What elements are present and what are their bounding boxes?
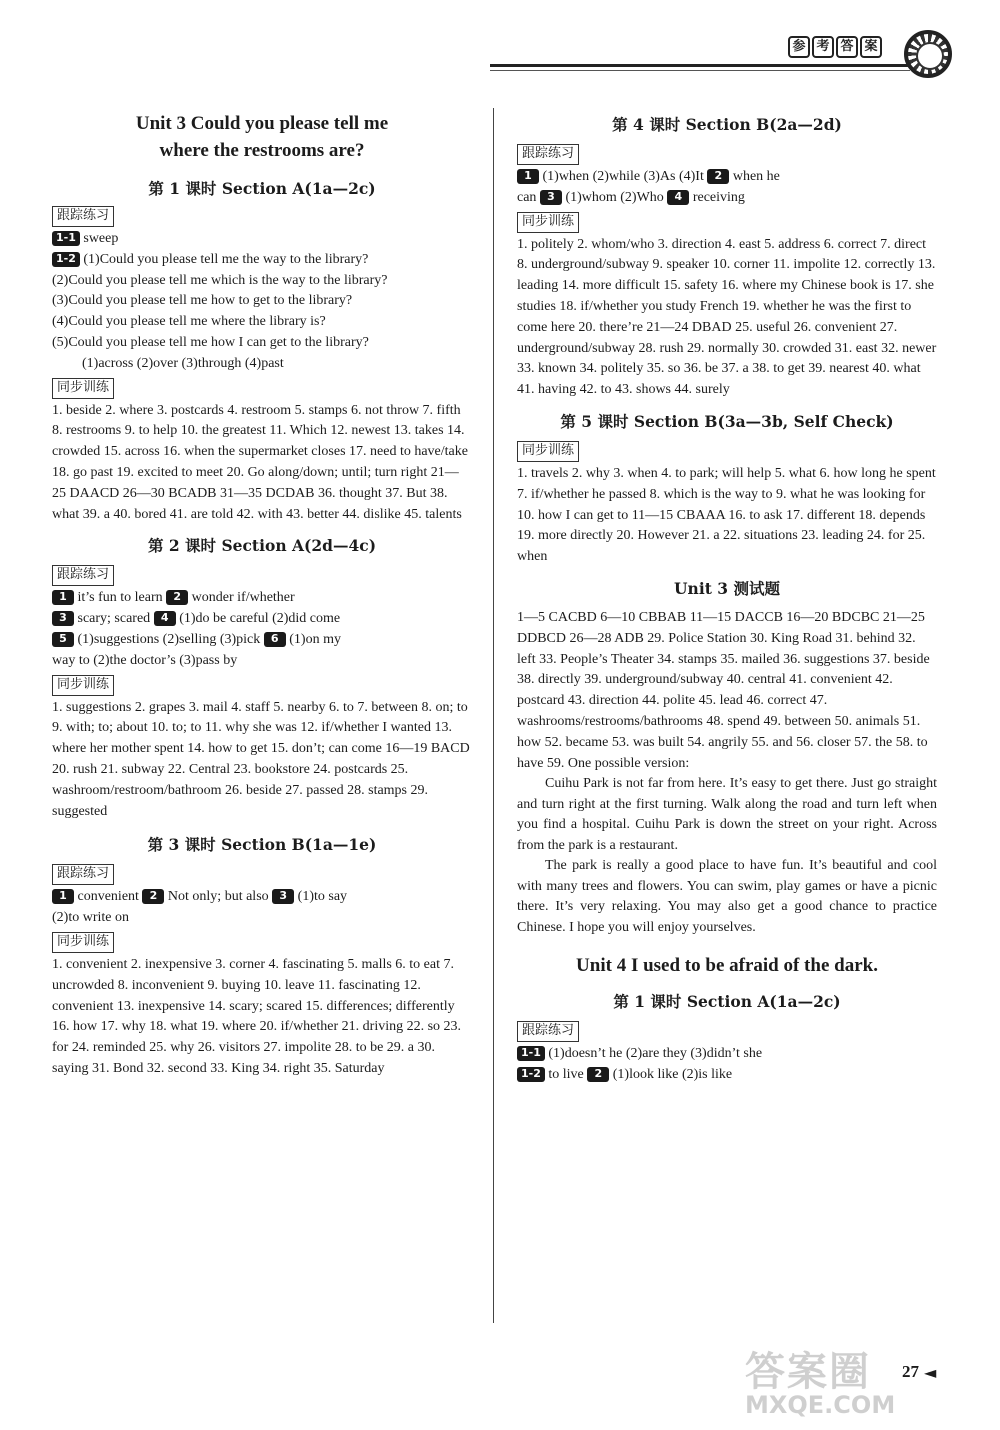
watermark-text: 答案圈 xyxy=(745,1349,871,1395)
section-tag: 同步训练 xyxy=(52,675,114,696)
unit-title: Unit 4 I used to be afraid of the dark. xyxy=(576,955,878,977)
section-tag: 跟踪练习 xyxy=(52,565,114,586)
answer-block: 1. politely 2. whom/who 3. direction 4. east 5. address 6. correct 7. direct 8. underground/subway 9. speaker 10. corner 11. impolite 12. correctly 13. leading 14. more difficult 15. safety 16. where my Chinese book is 17. she studies 18. if/whether you study French 19. whether he was the first to come here 20. there’re 21—24 DBAD 25. useful 26. convenient 27. underground/subway 28. rush 29. normally 30. crowded 31. east 32. newer 33. known 34. politely 35. so 36. be 37. a 38. to get 39. nearest 40. what 41. having 42. to 43. shows 44. surely xyxy=(517,236,937,398)
answer-text: (1)across (2)over (3)through (4)past xyxy=(82,355,284,371)
answer-text: (1)to say xyxy=(297,889,348,905)
answer-text: convenient xyxy=(77,889,139,905)
answer-text: Not only; but also xyxy=(167,889,269,905)
header-emblem-icon xyxy=(904,30,952,78)
section-tag: 跟踪练习 xyxy=(517,1021,579,1042)
lesson-title: 第 5 课时 Section B(3a—3b, Self Check) xyxy=(560,411,894,431)
answer-row xyxy=(52,588,472,609)
number-badge: 2 xyxy=(142,889,164,904)
watermark-url: MXQE.COM xyxy=(745,1391,896,1419)
lesson-title: 第 2 课时 Section A(2d—4c) xyxy=(147,536,377,556)
header-char: 答 xyxy=(836,36,858,58)
essay-paragraph: The park is really a good place to have fun. It’s beautiful and cool with many trees and flowers. You can swim, play games or have a picnic there. It’s very relaxing. You may also get a good chance to practice Chinese. I hope you will enjoy yourselves. xyxy=(517,858,937,935)
answer-text: scary; scared xyxy=(77,611,151,627)
answer-row xyxy=(52,250,472,271)
unit-title: where the restrooms are? xyxy=(159,140,365,161)
answer-text: (1)when (2)while (3)As (4)It xyxy=(542,169,704,184)
section-tag: 同步训练 xyxy=(517,212,579,233)
section-tag: 同步训练 xyxy=(52,378,114,399)
answer-block: 1—5 CACBD 6—10 CBBAB 11—15 DACCB 16—20 BDCBC 21—25 DDBCD 26—28 ADB 29. Police Station 30. King Road 31. behind 32. left 33. People’s Theater 34. stamps 35. mailed 36. suggestions 37. beside 38. directly 39. underground/subway 40. central 41. convenient 42. postcard 43. direction 44. polite 45. lead 46. correct 47. washrooms/restrooms/bathrooms 48. spend 49. between 50. animals 51. how 52. became 53. was built 54. angrily 55. and 56. closer 57. the 58. to have 59. One possible version: xyxy=(517,609,930,771)
number-badge: 1-2 xyxy=(517,1067,545,1082)
section-tag: 跟踪练习 xyxy=(517,144,579,165)
number-badge: 1 xyxy=(52,590,74,605)
answer-text: (1)doesn’t he (2)are they (3)didn’t she xyxy=(548,1046,763,1062)
header-char: 参 xyxy=(788,36,810,58)
number-badge: 2 xyxy=(707,169,729,184)
answer-text: to live xyxy=(548,1067,584,1083)
essay-paragraph: Cuihu Park is not far from here. It’s easy to get there. Just go straight and turn right at the first turning. Walk along the road and turn left when you find a hospital. Cuihu Park is down the street on your right. Across from the park is a restaurant. xyxy=(517,776,937,853)
answer-text: (2)Could you please tell me which is the way to the library? xyxy=(52,272,388,288)
answer-text: wonder if/whether xyxy=(191,590,295,606)
answer-row xyxy=(52,887,472,908)
answer-text: (5)Could you please tell me how I can get to the library? xyxy=(52,334,369,350)
answer-text: when he xyxy=(732,169,780,184)
answer-text: (1)do be careful (2)did come xyxy=(179,611,341,627)
answer-text: (2)to write on xyxy=(52,910,129,926)
answer-row xyxy=(52,630,472,651)
lesson-title: 第 1 课时 Section A(1a—2c) xyxy=(148,179,376,198)
number-badge: 2 xyxy=(166,590,188,605)
answer-block: 1. convenient 2. inexpensive 3. corner 4. fascinating 5. malls 6. to eat 7. uncrowded 8. inconvenient 9. buying 10. leave 11. fascinating 12. convenient 13. inexpensive 14. scary; scared 15. differences; differently 16. how 17. why 18. what 19. where 20. if/whether 21. driving 22. so 23. for 24. reminded 25. why 26. visitors 27. impolite 28. to be 29. a 30. saying 31. Bond 32. second 33. King 34. right 35. Saturday xyxy=(52,956,462,1076)
header-rule-thin xyxy=(490,70,910,71)
answer-text: (4)Could you please tell me where the library is? xyxy=(52,314,326,330)
number-badge: 3 xyxy=(52,611,74,626)
answer-row xyxy=(517,1065,937,1086)
answer-text: it’s fun to learn xyxy=(77,590,163,606)
number-badge: 4 xyxy=(154,611,176,626)
number-badge: 3 xyxy=(540,190,562,205)
lesson-title: 第 1 课时 Section A(1a—2c) xyxy=(613,992,841,1012)
section-tag: 跟踪练习 xyxy=(52,206,114,227)
number-badge: 1 xyxy=(52,889,74,904)
section-tag: 同步训练 xyxy=(52,932,114,953)
answer-text: (1)on my xyxy=(289,631,341,647)
header-title xyxy=(788,36,882,58)
column-divider xyxy=(493,108,494,1323)
answer-block: 1. beside 2. where 3. postcards 4. restroom 5. stamps 6. not throw 7. fifth 8. restrooms 9. to help 10. the greatest 11. Which 12. newest 13. takes 14. crowded 15. across 16. when the supermarket closes 17. need to have/take 18. go past 19. excited to meet 20. Go along/down; until; turn right 21—25 DAACD 26—30 BCADB 31—35 DCDAB 36. thought 37. But 38. what 39. a 40. bored 41. are told 42. with 43. better 44. dislike 45. talents xyxy=(52,402,468,522)
number-badge: 1 xyxy=(517,169,539,184)
section-tag: 同步训练 xyxy=(517,441,579,462)
answer-text: (1)Could you please tell me the way to the library? xyxy=(83,251,369,267)
number-badge: 4 xyxy=(667,190,689,205)
lesson-title: 第 4 课时 Section B(2a—2d) xyxy=(612,115,842,134)
number-badge: 6 xyxy=(264,632,286,647)
answer-text: receiving xyxy=(692,189,745,205)
answer-text: sweep xyxy=(83,231,119,246)
page-number: 27 xyxy=(902,1362,919,1381)
answer-row xyxy=(517,188,937,209)
answer-text: (1)suggestions (2)selling (3)pick xyxy=(77,631,261,647)
unit-title: Unit 3 Could you please tell me xyxy=(135,113,389,134)
header-char: 案 xyxy=(860,36,882,58)
watermark-logo xyxy=(745,1340,985,1420)
answer-text: (1)look like (2)is like xyxy=(612,1067,733,1083)
header-char: 考 xyxy=(812,36,834,58)
number-badge: 5 xyxy=(52,632,74,647)
answer-row xyxy=(517,167,937,188)
answer-text: way to (2)the doctor’s (3)pass by xyxy=(52,652,238,668)
answer-row xyxy=(52,609,472,630)
number-badge: 3 xyxy=(272,889,294,904)
number-badge: 1-1 xyxy=(517,1046,545,1061)
right-column xyxy=(517,108,937,1086)
lesson-title: 第 3 课时 Section B(1a—1e) xyxy=(147,835,377,855)
test-title: Unit 3 测试题 xyxy=(674,578,780,598)
number-badge: 2 xyxy=(587,1067,609,1082)
page-arrow-icon: ◄ xyxy=(924,1363,937,1382)
answer-text: can xyxy=(517,189,537,205)
number-badge: 1-1 xyxy=(52,231,80,246)
answer-text: (3)Could you please tell me how to get to the library? xyxy=(52,293,353,309)
number-badge: 1-2 xyxy=(52,252,80,267)
answer-row xyxy=(517,1044,937,1065)
left-column xyxy=(52,108,472,1080)
answer-text: (1)whom (2)Who xyxy=(565,189,664,205)
header-rule xyxy=(490,64,910,67)
answer-block: 1. suggestions 2. grapes 3. mail 4. staff 5. nearby 6. to 7. between 8. on; to 9. with; to; about 10. to; to 11. why she was 12. if/whether I wanted 13. where her mother spent 14. how to get 15. don’t; can come 16—19 BACD 20. rush 21. subway 22. Central 23. bookstore 24. postcards 25. washroom/restroom/bathroom 26. beside 27. passed 28. stamps 29. suggested xyxy=(52,699,470,819)
answer-block: 1. travels 2. why 3. when 4. to park; will help 5. what 6. how long he spent 7. if/whether he passed 8. which is the way to 9. what he was looking for 10. how I can get to 11—15 CBAAA 16. to ask 17. different 18. depends 19. more directly 20. However 21. a 22. situations 23. leading 24. for 25. when xyxy=(517,465,936,565)
section-tag: 跟踪练习 xyxy=(52,864,114,885)
answer-row xyxy=(52,229,472,250)
